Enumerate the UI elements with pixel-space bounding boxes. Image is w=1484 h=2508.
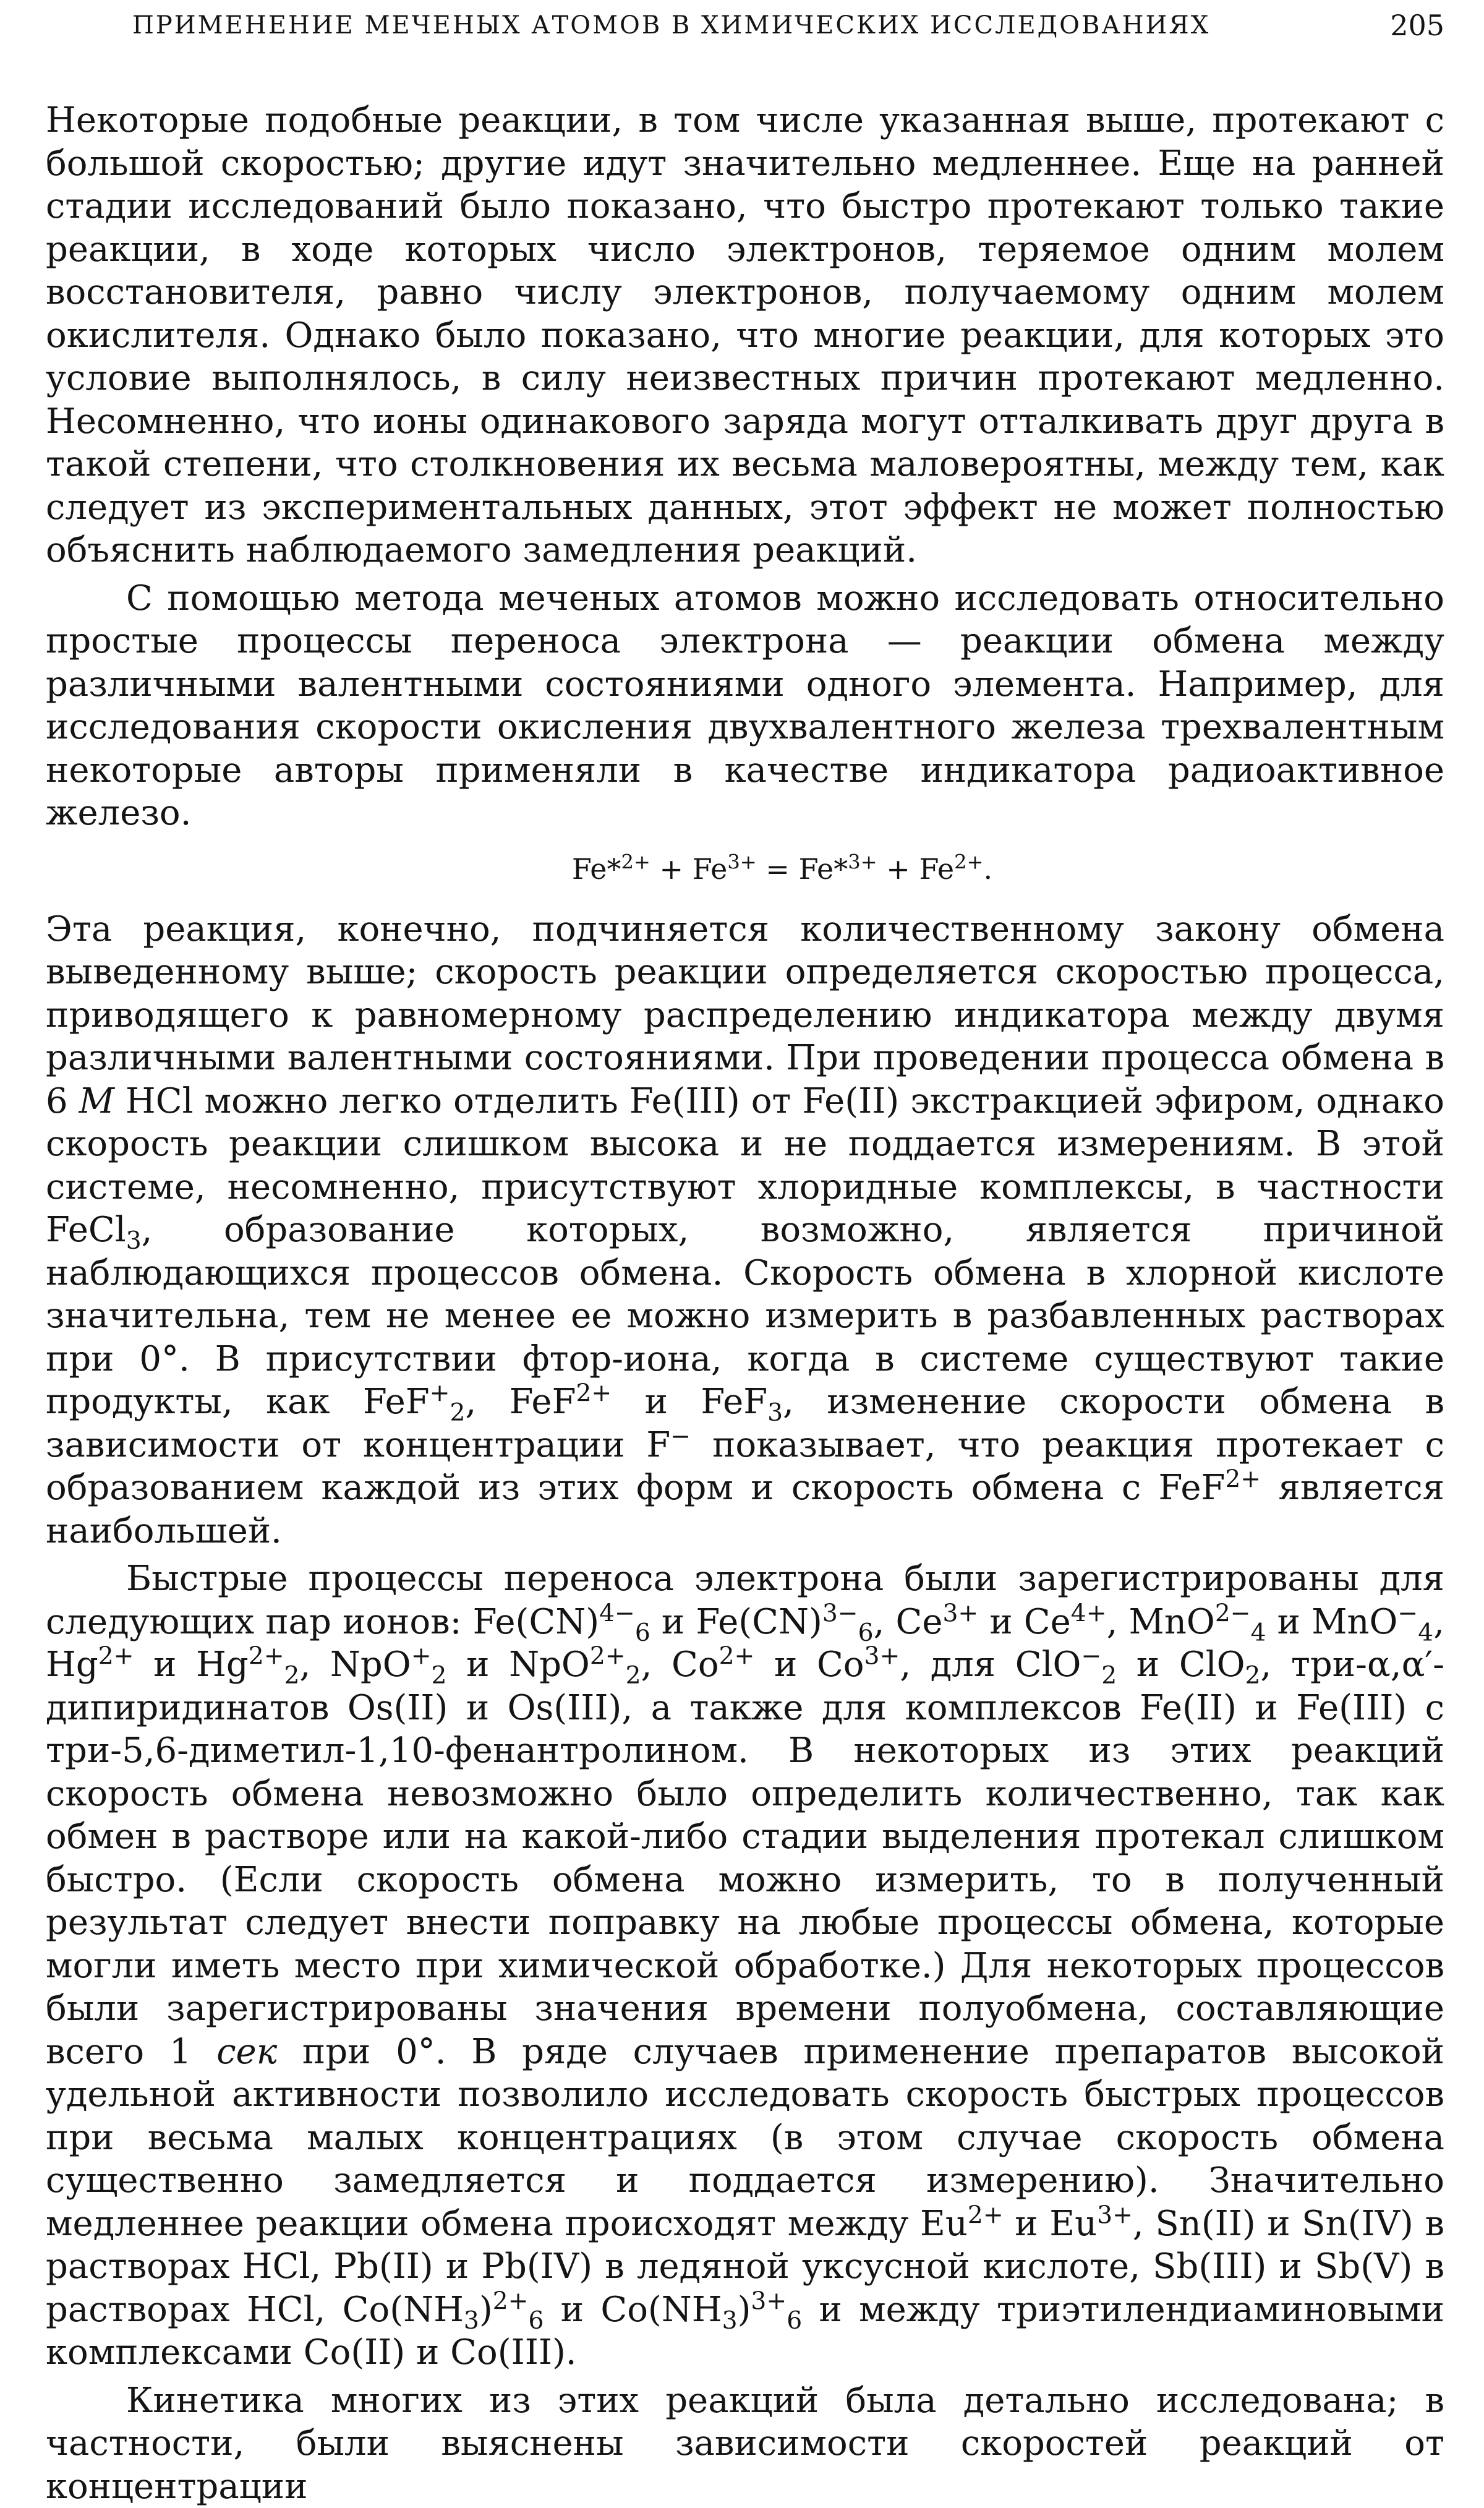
running-title: ПРИМЕНЕНИЕ МЕЧЕНЫХ АТОМОВ В ХИМИЧЕСКИХ ИССЛЕДОВАНИЯХ	[132, 11, 1210, 40]
page-number: 205	[1390, 9, 1444, 42]
page	[46, 0, 1444, 2329]
paragraph-5: Кинетика многих из этих реакций была детально исследована; в частности, были выяснены зависимости скоростей реакций от концентрации	[46, 2379, 1444, 2508]
paragraph-1: Некоторые подобные реакции, в том числе указанная выше, протекают с большой скоростью; другие идут значительно медленнее. Еще на ранней стадии исследований было показано, что быстро протекают только такие реакции, в ходе которых число электронов, теряемое одним молем восстановителя, равно числу электронов, получаемому одним молем окислителя. Однако было показано, что многие реакции, для которых это условие выполнялось, в силу неизвестных причин протекают медленно. Несомненно, что ионы одинакового заряда могут отталкивать друг друга в такой степени, что столкновения их весьма маловероятны, между тем, как следует из экспериментальных данных, этот эффект не может полностью объяснить наблюдаемого замедления реакций.	[46, 99, 1444, 572]
body-text	[46, 99, 1444, 2508]
paragraph-3: Эта реакция, конечно, подчиняется количественному закону обмена выведенному выше; скорость реакции определяется скоростью процесса, приводящего к равномерному распределению индикатора между двумя различными валентными состояниями. При проведении процесса обмена в 6 М HCl можно легко отделить Fe(III) от Fe(II) экстракцией эфиром, однако скорость реакции слишком высока и не поддается измерениям. В этой системе, несомненно, присутствуют хлоридные комплексы, в частности FeCl$_3$, образование которых, возможно, является причиной наблюдающихся процессов обмена. Скорость обмена в хлорной кислоте значительна, тем не менее ее можно измерить в разбавленных растворах при 0°. В присутствии фтор-иона, когда в системе существуют такие продукты, как FeF+$_2$, FeF$^{2+}$ и FeF$_3$, изменение скорости обмена в зависимости от концентрации F− показывает, что реакция протекает с образованием каждой из этих форм и скорость обмена с FeF$^{2+}$ является наибольшей.	[46, 908, 1444, 1553]
running-head	[46, 11, 1444, 48]
iron-exchange-equation: $Fe*^{2+} + Fe^{3+} = Fe*^{3+} + Fe^{2+}$.	[46, 847, 1444, 891]
paragraph-4: Быстрые процессы переноса электрона были зарегистрированы для следующих пар ионов: Fe(CN)$^{4-}_6$ и Fe(CN)$^{3-}_6$, $Ce^{3+}$ и $Ce^{4+}$, MnO$^{2-}_4$ и MnO−$_4$, $Hg^{2+}$ и $Hg^{2+}_2$, NpO+$_2$ и NpO$^{2+}_2$, $Co^{2+}$ и $Co^{3+}$, для ClO−$_2$ и ClO$_2$, три-α,α′-дипиридинатов Os(II) и Os(III), а также для комплексов Fe(II) и Fe(III) с три-5,6-диметил-1,10-фенантролином. В некоторых из этих реакций скорость обмена невозможно было определить количественно, так как обмен в растворе или на какой-либо стадии выделения протекал слишком быстро. (Если скорость обмена можно измерить, то в полученный результат следует внести поправку на любые процессы обмена, которые могли иметь место при химической обработке.) Для некоторых процессов были зарегистрированы значения времени полуобмена, составляющие всего 1 сек при 0°. В ряде случаев применение препаратов высокой удельной активности позволило исследовать скорость быстрых процессов при весьма малых концентрациях (в этом случае скорость обмена существенно замедляется и поддается измерению). Значительно медленнее реакции обмена происходят между $Eu^{2+}$ и $Eu^{3+}$, Sn(II) и Sn(IV) в растворах HCl, Pb(II) и Pb(IV) в ледяной уксусной кислоте, Sb(III) и Sb(V) в растворах HCl, $Co(NH_3)^{2+}_6$ и $Co(NH_3)^{3+}_6$ и между триэтилендиаминовыми комплексами Co(II) и Co(III).	[46, 1557, 1444, 2374]
paragraph-2: С помощью метода меченых атомов можно исследовать относительно простые процессы переноса электрона — реакции обмена между различными валентными состояниями одного элемента. Например, для исследования скорости окисления двухвалентного железа трехвалентным некоторые авторы применяли в качестве индикатора радиоактивное железо.	[46, 577, 1444, 835]
